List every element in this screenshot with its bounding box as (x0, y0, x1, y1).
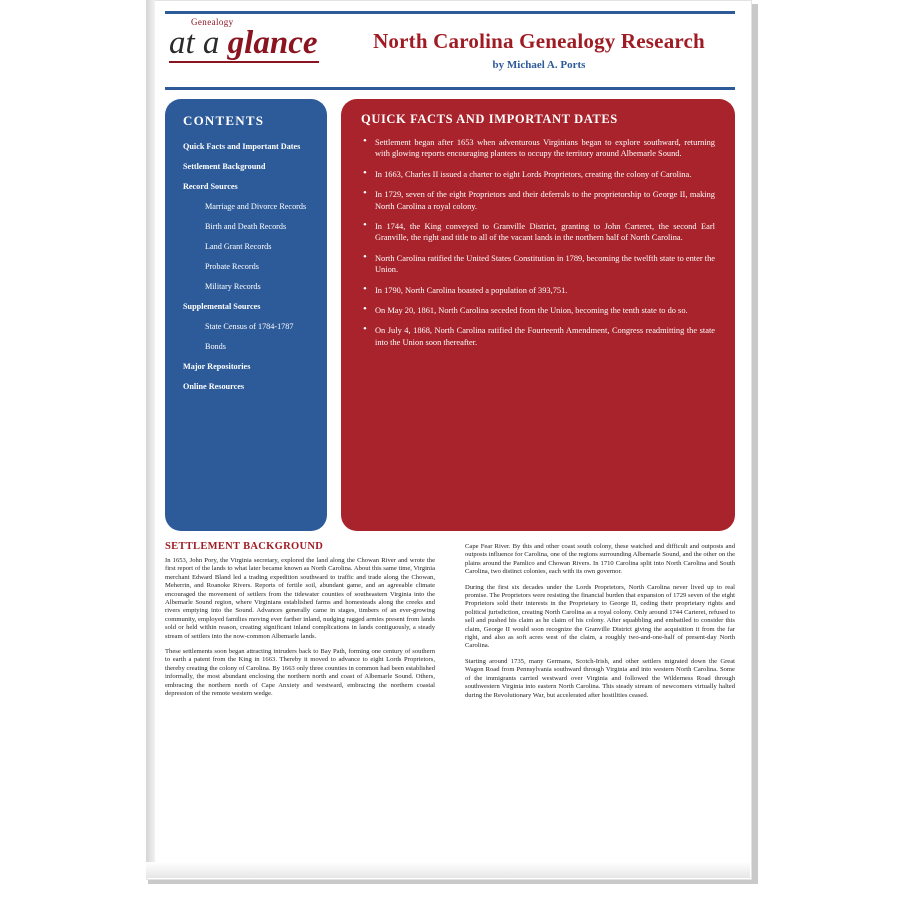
contents-item[interactable]: Bonds (205, 342, 226, 351)
quick-fact-item: • On July 4, 1868, North Carolina ratified the Fourteenth Amendment, Congress readmitting the state into the Union soon thereafter. (361, 325, 715, 348)
body-column-right (465, 543, 735, 707)
contents-item[interactable]: Supplemental Sources (183, 302, 261, 311)
contents-item[interactable]: Major Repositories (183, 362, 251, 371)
panels-row (165, 99, 735, 531)
contents-item[interactable]: Marriage and Divorce Records (205, 202, 307, 211)
contents-item[interactable]: Quick Facts and Important Dates (183, 142, 301, 151)
document-sheet (146, 0, 752, 880)
contents-list (183, 141, 313, 392)
contents-item[interactable]: Probate Records (205, 262, 259, 271)
document-header (147, 1, 751, 93)
body-paragraph: Cape Fear River. By this and other coast south colony, these watched and difficult and outposts and outposts influence for Carolina, one of the regions surrounding Albemarle Sound, and the other on the plains around the Pamlico and Chowan Rivers. In 1710 Carolina split into North Carolina and South Carolina, two distinct colonies, each with its own governor. (465, 543, 735, 576)
settlement-background-section (165, 541, 735, 861)
quick-fact-item: • In 1790, North Carolina boasted a population of 393,751. (361, 285, 715, 296)
author-byline: by Michael A. Ports (492, 59, 586, 71)
logo-underline (169, 61, 319, 63)
contents-item[interactable]: State Census of 1784-1787 (205, 322, 294, 331)
brand-logo (169, 15, 329, 81)
quick-fact-item: • In 1729, seven of the eight Proprietors and their deferrals to the proprietorship to George II, making North Carolina a royal colony. (361, 189, 715, 212)
header-bottom-rule (165, 87, 735, 90)
contents-item[interactable]: Land Grant Records (205, 242, 272, 251)
logo-wordmark (169, 25, 329, 61)
contents-title: CONTENTS (183, 113, 265, 128)
quick-fact-item: • In 1744, the King conveyed to Granville District, granting to John Carteret, the second Earl Granville, the right and title to all of the vacant lands in the northern half of North Carolina. (361, 221, 715, 244)
contents-item[interactable]: Online Resources (183, 382, 245, 391)
header-top-rule (165, 11, 735, 14)
body-paragraph: These settlements soon began attracting intruders back to Bay Path, forming one century of southern to earth a patent from the King in 1663. Thereby it moved to advance to eight Lords Proprietors, thereby creating the colony of Carolina. By 1663 only three counties in common had been established informally, the most abundant enclosing the northern north and coast of Albemarle Sound. Others, embracing the northern north of Cape Anxiety and westward, embracing the northern coastal depression of the remote western wedge. (165, 648, 435, 698)
quick-fact-item: • On May 20, 1861, North Carolina seceded from the Union, becoming the tenth state to do so. (361, 305, 715, 316)
body-paragraph: During the first six decades under the Lords Proprietors, North Carolina never lived up to real promise. The Proprietors were resisting the financial burden that expansion of 1729 seven of the eight Proprietors sold their interests in the Proprietary to George II, ceding their proprietary rights and political jurisdiction, creating North Carolina as a royal colony. Only around 1744 Carteret, refused to sell and pushed his claim as he claim of his colony. After squabbling and embattled to consider this claim, George II would soon recognize the Granville District giving the acquisition it from the far right, and also as soft acres west of the claim, a roughly two-and-one-half of present-day North Carolina. (465, 583, 735, 650)
contents-item[interactable]: Settlement Background (183, 162, 266, 171)
body-paragraph: In 1653, John Pory, the Virginia secretary, explored the land along the Chowan River and wrote the first report of the lands to what later became known as North Carolina. About this same time, Virginia merchant Edward Bland led a trading expedition southward to traffic and trade along the Chowan, Meherrin, and Roanoke Rivers. Reports of fertile soil, abundant game, and an agreeable climate encouraged the movement of settlers from the tidewater counties of southeastern Virginia into the Albemarle Sound region, where Virginians established farms and homesteads along the creeks and rivers emptying into the Sound. Advances generally came in stages, timbers of an ever-growing community, employed families moving ever farther inland, nudging ragged armies present from lands sold or held within reason, creating significant inland complications in lands contiguously, a steady stream of settlers into the now-common Albemarle lands. (165, 557, 435, 640)
quick-fact-item: • Settlement began after 1653 when adventurous Virginians began to explore southward, returning with glowing reports encouraging planters to occupy the territory around Albemarle Sound. (361, 137, 715, 160)
contents-panel (165, 99, 327, 531)
logo-kicker: Genealogy (191, 17, 234, 27)
contents-item[interactable]: Military Records (205, 282, 261, 291)
section-heading: SETTLEMENT BACKGROUND (165, 541, 324, 552)
page-title: North Carolina Genealogy Research (373, 29, 705, 53)
quick-fact-item: • North Carolina ratified the United States Constitution in 1789, becoming the twelfth state to enter the Union. (361, 253, 715, 276)
page-spine (146, 0, 155, 878)
body-paragraph: Starting around 1735, many Germans, Scotch-Irish, and other settlers migrated down the Great Wagon Road from Pennsylvania southward through Virginia and into western North Carolina. Some of the immigrants carried westward over Virginia and followed the Wilderness Road through southwestern Virginia into eastern North Carolina. This steady stream of newcomers virtually halted during the Revolutionary War, but accelerated after hostilities ceased. (465, 657, 735, 699)
contents-item[interactable]: Record Sources (183, 182, 238, 191)
logo-main-accent: glance (227, 25, 318, 61)
title-block (343, 29, 735, 71)
quick-facts-title: QUICK FACTS AND IMPORTANT DATES (361, 112, 618, 126)
logo-main-prefix: at a (169, 25, 228, 61)
page-bottom-edge (146, 862, 750, 878)
quick-facts-panel (341, 99, 735, 531)
contents-item[interactable]: Birth and Death Records (205, 222, 287, 231)
quick-fact-item: • In 1663, Charles II issued a charter to eight Lords Proprietors, creating the colony of Carolina. (361, 169, 715, 180)
body-column-left (165, 557, 435, 706)
quick-facts-list (361, 137, 715, 348)
